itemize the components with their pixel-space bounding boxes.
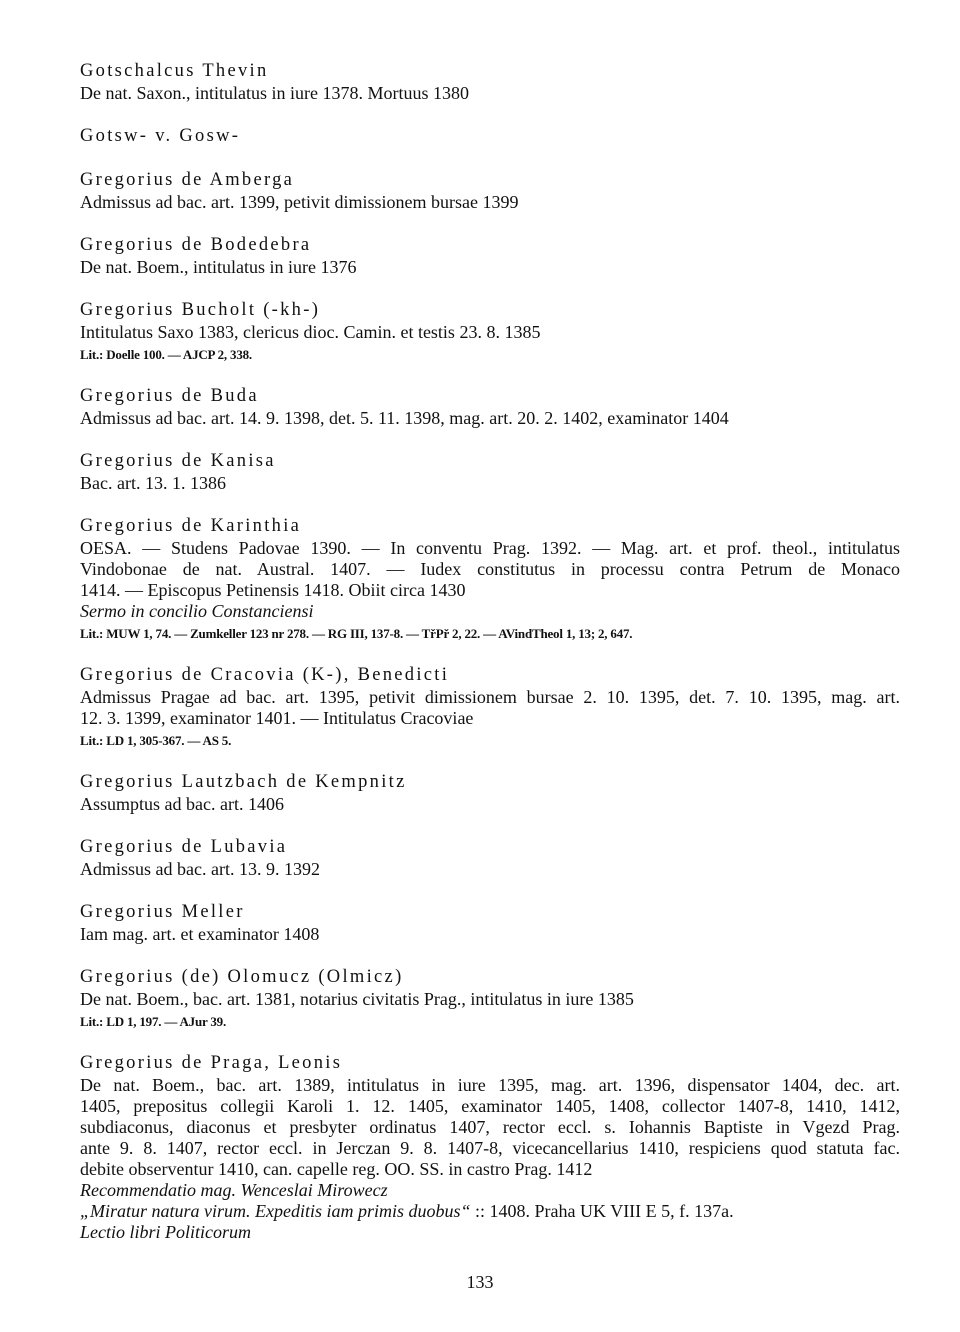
entry — [80, 966, 900, 1031]
literature-line: Lit.: MUW 1, 74. — Zumkeller 123 nr 278. — RG III, 137-8. — TřPř 2, 22. — AVindTheol 1, 13; 2, 647. — [80, 626, 633, 641]
entry-line — [80, 1201, 900, 1222]
entry — [80, 1052, 900, 1243]
entry-name: Gregorius (de) Olomucz (Olmicz) — [80, 967, 404, 987]
entry-name: Gregorius Meller — [80, 902, 245, 922]
entry-line — [80, 192, 900, 213]
entry — [80, 60, 900, 104]
entry-text: 12. 3. 1399, examinator 1401. — Intitulatus Cracoviae — [80, 708, 474, 728]
entry-text: Admissus Pragae ad bac. art. 1395, petivit dimissionem bursae 2. 10. 1395, det. 7. 10. 1395, mag. art. — [80, 687, 900, 707]
entry-line — [80, 257, 900, 278]
entry-line — [80, 708, 900, 729]
entry-line — [80, 538, 900, 559]
entry — [80, 901, 900, 945]
entry-line — [80, 794, 900, 815]
entry-line — [80, 1159, 900, 1180]
entry — [80, 169, 900, 213]
entry-line — [80, 1117, 900, 1138]
entry-line — [80, 1138, 900, 1159]
entry-text: De nat. Saxon., intitulatus in iure 1378. Mortuus 1380 — [80, 83, 469, 103]
entry-name: Gotschalcus Thevin — [80, 61, 269, 81]
entry-line — [80, 408, 900, 429]
entry-text: debite observentur 1410, can. capelle reg. OO. SS. in castro Prag. 1412 — [80, 1159, 593, 1179]
entry-line — [80, 473, 900, 494]
entry-line — [80, 559, 900, 580]
entry-text: ante 9. 8. 1407, rector eccl. in Jerczan 9. 8. 1407-8, vicecancellarius 1410, respiciens quod statuta fac. — [80, 1138, 900, 1158]
entry-text: Vindobonae de nat. Austral. 1407. — Iudex constitutus in processu contra Petrum de Monaco — [80, 559, 900, 579]
entry-text: De nat. Boem., bac. art. 1381, notarius civitatis Prag., intitulatus in iure 1385 — [80, 989, 634, 1009]
entry-text: 1414. — Episcopus Petinensis 1418. Obiit circa 1430 — [80, 580, 466, 600]
page-number: 133 — [466, 1272, 494, 1292]
entry — [80, 664, 900, 750]
document-page — [80, 60, 900, 1264]
entry-text: Assumptus ad bac. art. 1406 — [80, 794, 284, 814]
entry-name: Gregorius Lautzbach de Kempnitz — [80, 772, 407, 792]
entry-name: Gotsw- v. Gosw- — [80, 126, 241, 146]
entry-text: Admissus ad bac. art. 13. 9. 1392 — [80, 859, 320, 879]
entry-name: Gregorius de Amberga — [80, 170, 295, 190]
entry-name: Gregorius de Kanisa — [80, 451, 276, 471]
entry — [80, 836, 900, 880]
entry-line — [80, 1075, 900, 1096]
entry — [80, 450, 900, 494]
entry-line — [80, 1096, 900, 1117]
entry-name: Gregorius de Praga, Leonis — [80, 1053, 343, 1073]
entry — [80, 515, 900, 643]
entry — [80, 125, 900, 148]
entry-name: Gregorius de Bodedebra — [80, 235, 312, 255]
entry-name: Gregorius de Karinthia — [80, 516, 302, 536]
work-title: „Miratur natura virum. Expeditis iam primis duobus“ — [80, 1201, 471, 1221]
entry-list — [80, 60, 900, 1243]
literature-line: Lit.: LD 1, 197. — AJur 39. — [80, 1014, 227, 1029]
entry-name: Gregorius de Buda — [80, 386, 259, 406]
entry-text: Admissus ad bac. art. 1399, petivit dimissionem bursae 1399 — [80, 192, 519, 212]
entry-line — [80, 322, 900, 343]
entry-line — [80, 1180, 900, 1201]
entry-text: Bac. art. 13. 1. 1386 — [80, 473, 226, 493]
work-title: Sermo in concilio Constanciensi — [80, 601, 314, 621]
entry-text: Intitulatus Saxo 1383, clericus dioc. Camin. et testis 23. 8. 1385 — [80, 322, 541, 342]
entry-text-tail: :: 1408. Praha UK VIII E 5, f. 137a. — [470, 1201, 734, 1221]
entry-text: OESA. — Studens Padovae 1390. — In conventu Prag. 1392. — Mag. art. et prof. theol., intitulatus — [80, 538, 900, 558]
entry — [80, 299, 900, 364]
entry-line — [80, 687, 900, 708]
entry-text: De nat. Boem., bac. art. 1389, intitulatus in iure 1395, mag. art. 1396, dispensator 1404, dec. art. — [80, 1075, 900, 1095]
entry-name: Gregorius Bucholt (-kh-) — [80, 300, 321, 320]
entry-name: Gregorius de Lubavia — [80, 837, 288, 857]
entry-text: Iam mag. art. et examinator 1408 — [80, 924, 320, 944]
entry-text: subdiaconus, diaconus et presbyter ordinatus 1407, rector eccl. s. Iohannis Baptiste in Vgezd Prag. — [80, 1117, 900, 1137]
entry-line — [80, 924, 900, 945]
entry-line — [80, 1222, 900, 1243]
entry-line — [80, 580, 900, 601]
entry-name: Gregorius de Cracovia (K-), Benedicti — [80, 665, 450, 685]
entry-text: De nat. Boem., intitulatus in iure 1376 — [80, 257, 357, 277]
work-title: Lectio libri Politicorum — [80, 1222, 251, 1242]
literature-line: Lit.: LD 1, 305-367. — AS 5. — [80, 733, 232, 748]
entry-line — [80, 601, 900, 622]
entry-text: Admissus ad bac. art. 14. 9. 1398, det. 5. 11. 1398, mag. art. 20. 2. 1402, examinator 1404 — [80, 408, 729, 428]
entry — [80, 771, 900, 815]
entry-line — [80, 989, 900, 1010]
entry-text: 1405, prepositus collegii Karoli 1. 12. 1405, examinator 1405, 1408, collector 1407-8, 1410, 1412, — [80, 1096, 900, 1116]
entry-line — [80, 859, 900, 880]
literature-line: Lit.: Doelle 100. — AJCP 2, 338. — [80, 347, 252, 362]
entry — [80, 234, 900, 278]
entry — [80, 385, 900, 429]
work-title: Recommendatio mag. Wenceslai Mirowecz — [80, 1180, 388, 1200]
entry-line — [80, 83, 900, 104]
